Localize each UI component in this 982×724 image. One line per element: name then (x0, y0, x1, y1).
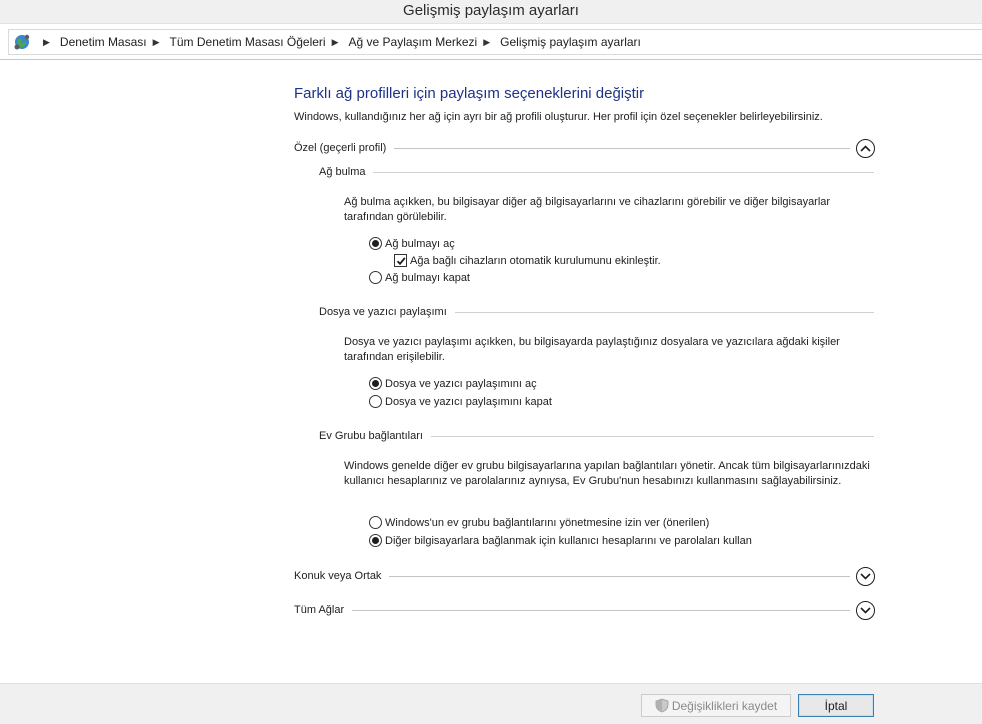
section-guest-public (294, 565, 875, 587)
subsection-homegroup (319, 426, 874, 446)
homegroup-text: Windows genelde diğer ev grubu bilgisayarlarına yapılan bağlantıları yönetir. Ancak tüm bilgisayarlarınızdaki kullanıcı hesaplarınız ve parolalarınız aynıysa, Ev Grubu'nun hesabınızı kullanmasını sağlayabilirsiniz. (344, 460, 870, 487)
section-divider (352, 610, 850, 611)
window-title: Gelişmiş paylaşım ayarları (403, 2, 579, 19)
cancel-button[interactable]: İptal (798, 694, 874, 717)
homegroup-windows-radio[interactable]: Windows'un ev grubu bağlantılarını yönetmesine izin ver (önerilen) (369, 516, 709, 529)
breadcrumb-separator-icon[interactable]: ▶ (43, 36, 50, 47)
chevron-down-icon (860, 607, 871, 614)
breadcrumb-separator-icon[interactable]: ▶ (331, 36, 339, 47)
section-private-label: Özel (geçerli profil) (294, 142, 387, 154)
subsection-divider (373, 172, 874, 173)
breadcrumb-separator-icon[interactable]: ▶ (483, 36, 491, 47)
section-all-networks (294, 599, 875, 621)
homegroup-accounts-radio[interactable]: Diğer bilgisayarlara bağlanmak için kullanıcı hesaplarını ve parolaları kullan (369, 534, 752, 547)
network-discovery-title: Ağ bulma (319, 166, 366, 178)
network-discovery-on-radio[interactable]: Ağ bulmayı aç (369, 237, 455, 250)
file-printer-off-radio[interactable]: Dosya ve yazıcı paylaşımını kapat (369, 395, 552, 408)
window-titlebar (0, 0, 982, 24)
breadcrumb-item-advanced-sharing[interactable]: Gelişmiş paylaşım ayarları (500, 35, 641, 49)
breadcrumb-item-all-items[interactable]: Tüm Denetim Masası Öğeleri (169, 35, 326, 49)
file-printer-text: Dosya ve yazıcı paylaşımı açıkken, bu bilgisayarda paylaştığınız dosyalara ve yazıcılara ağdaki kişiler tarafından erişilebilir. (344, 336, 840, 363)
page-title: Farklı ağ profilleri için paylaşım seçeneklerini değiştir (294, 85, 645, 102)
shield-icon (655, 698, 669, 713)
chevron-down-icon (860, 573, 871, 580)
subsection-network-discovery (319, 162, 874, 182)
radio-indicator[interactable] (369, 395, 382, 408)
section-divider (389, 576, 850, 577)
main-content (0, 61, 982, 683)
radio-indicator[interactable] (369, 516, 382, 529)
radio-indicator[interactable] (369, 237, 382, 250)
save-changes-button[interactable]: Değişiklikleri kaydet (641, 694, 791, 717)
subsection-file-printer-sharing (319, 302, 874, 322)
expand-guest-button[interactable] (856, 567, 875, 586)
section-all-networks-label: Tüm Ağlar (294, 604, 345, 616)
file-printer-title: Dosya ve yazıcı paylaşımı (319, 306, 447, 318)
radio-indicator[interactable] (369, 534, 382, 547)
breadcrumb-separator-icon[interactable]: ▶ (152, 36, 160, 47)
breadcrumb-item-network-center[interactable]: Ağ ve Paylaşım Merkezi (348, 35, 478, 49)
breadcrumb[interactable] (8, 29, 982, 55)
page-description: Windows, kullandığınız her ağ için ayrı bir ağ profili oluşturur. Her profil için özel seçenekler belirleyebilirsiniz. (294, 111, 823, 123)
chevron-up-icon (860, 145, 871, 152)
network-globe-icon[interactable] (13, 33, 31, 51)
breadcrumb-item-control-panel[interactable]: Denetim Masası (59, 35, 147, 49)
subsection-divider (455, 312, 874, 313)
subsection-divider (431, 436, 874, 437)
radio-indicator[interactable] (369, 271, 382, 284)
section-guest-label: Konuk veya Ortak (294, 570, 382, 582)
section-private-profile (294, 137, 875, 159)
network-discovery-off-radio[interactable]: Ağ bulmayı kapat (369, 271, 470, 284)
auto-setup-checkbox[interactable]: Ağa bağlı cihazların otomatik kurulumunu ekinleştir. (394, 254, 661, 267)
checkbox-indicator[interactable] (394, 254, 407, 267)
section-divider (394, 148, 850, 149)
file-printer-on-radio[interactable]: Dosya ve yazıcı paylaşımını aç (369, 377, 537, 390)
network-discovery-text: Ağ bulma açıkken, bu bilgisayar diğer ağ bilgisayarlarını ve cihazlarını görebilir ve diğer bilgisayarlar tarafından görülebilir. (344, 196, 831, 223)
collapse-private-button[interactable] (856, 139, 875, 158)
footer-bar (0, 683, 982, 724)
expand-all-networks-button[interactable] (856, 601, 875, 620)
checkmark-icon (396, 256, 406, 266)
radio-indicator[interactable] (369, 377, 382, 390)
address-bar (0, 24, 982, 60)
homegroup-title: Ev Grubu bağlantıları (319, 430, 423, 442)
